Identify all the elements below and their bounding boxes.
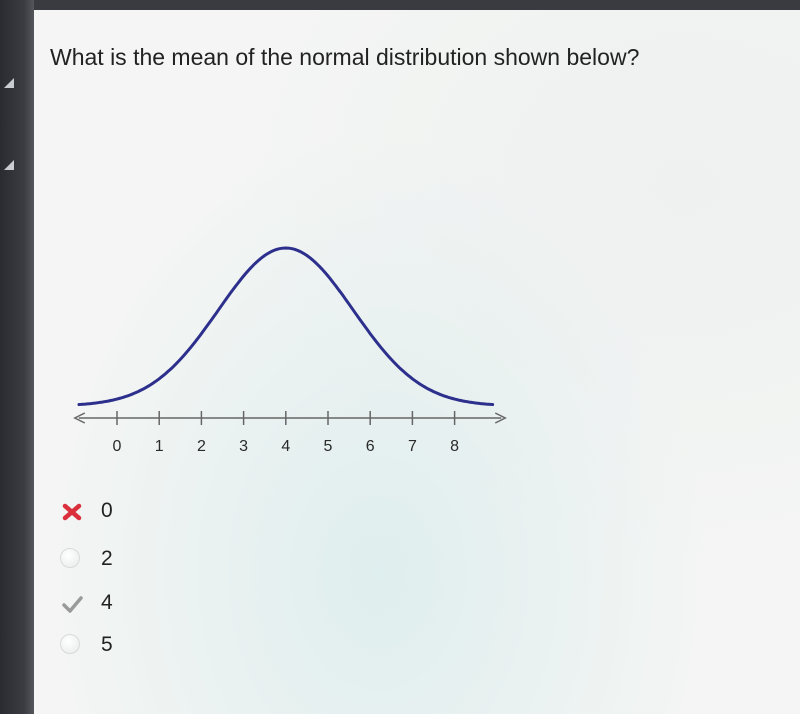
- x-icon: [60, 500, 84, 524]
- number-line-axis: [75, 413, 505, 423]
- option-label: 4: [101, 591, 113, 614]
- tick-label: 6: [365, 438, 375, 455]
- tick-label: 1: [154, 438, 164, 455]
- option-0[interactable]: [56, 496, 216, 526]
- tick-label: 8: [450, 438, 460, 455]
- monitor-bezel-top: [0, 0, 800, 10]
- check-icon: [60, 592, 84, 616]
- tick-label: 7: [407, 438, 417, 455]
- radio-icon[interactable]: [60, 634, 80, 654]
- option-label: 2: [101, 547, 113, 570]
- monitor-bezel-left: [0, 0, 34, 714]
- tick-label: 4: [281, 438, 291, 455]
- tick-label: 0: [112, 438, 122, 455]
- tick-label: 3: [239, 438, 249, 455]
- option-4[interactable]: [56, 588, 216, 618]
- normal-distribution-chart: [54, 225, 514, 470]
- tick-label: 2: [196, 438, 206, 455]
- normal-curve: [79, 248, 493, 405]
- axis-tick-labels: [113, 438, 460, 455]
- question-card: [34, 10, 800, 714]
- radio-icon[interactable]: [60, 548, 80, 568]
- panel-edge-arrow-icon: [4, 160, 14, 170]
- option-label: 5: [101, 633, 113, 656]
- option-5[interactable]: [56, 630, 216, 660]
- question-text: What is the mean of the normal distribution shown below?: [50, 44, 640, 70]
- option-2[interactable]: [56, 544, 216, 574]
- tick-label: 5: [323, 438, 333, 455]
- option-label: 0: [101, 499, 113, 522]
- panel-edge-arrow-icon: [4, 78, 14, 88]
